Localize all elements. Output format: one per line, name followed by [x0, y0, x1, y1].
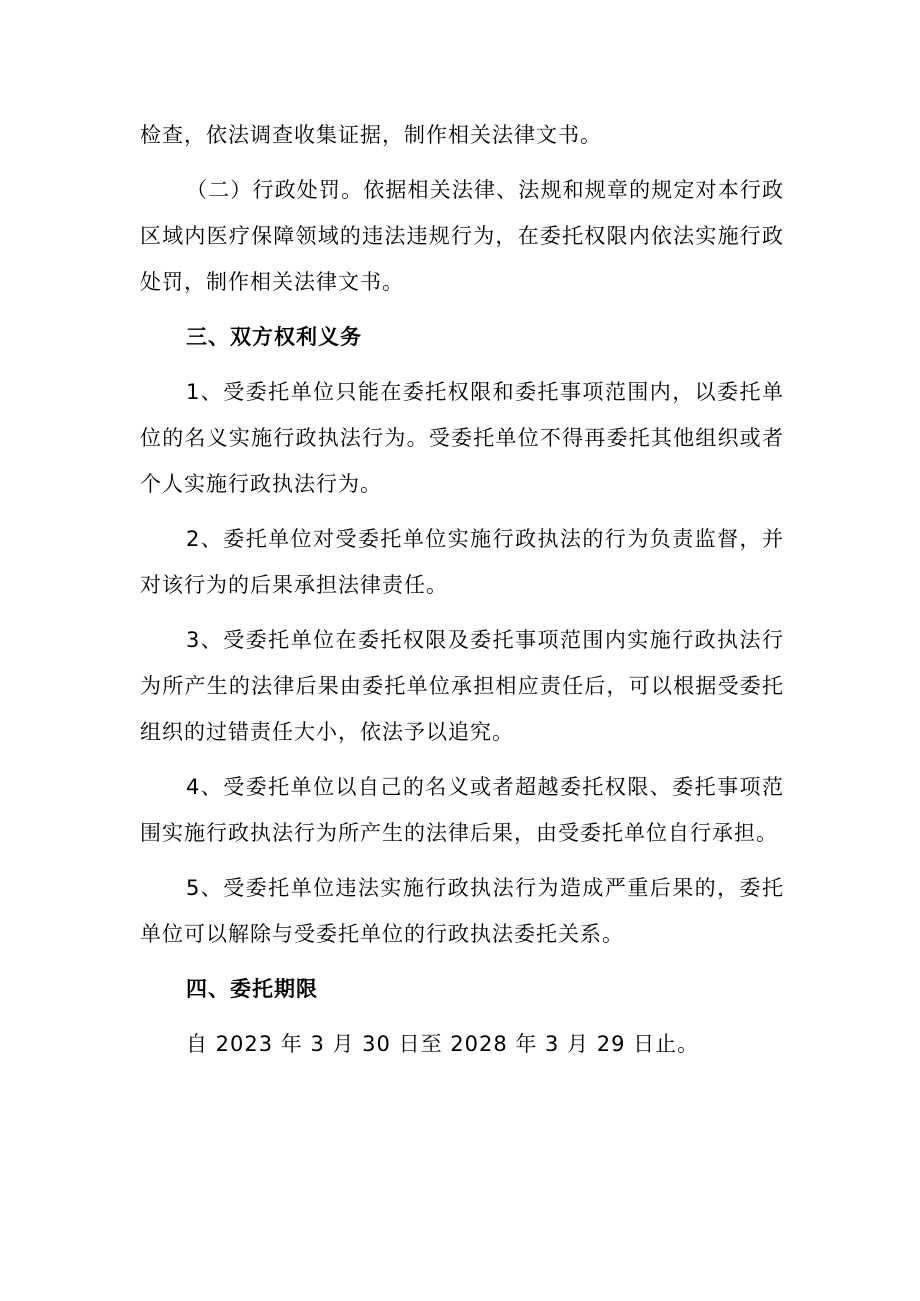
paragraph-continuation: 检查，依法调查收集证据，制作相关法律文书。	[140, 123, 602, 147]
paragraph-term-dates: 自 2023 年 3 月 30 日至 2028 年 3 月 29 日止。	[186, 1032, 700, 1056]
paragraph-item-5: 5、受委托单位违法实施行政执法行为造成严重后果的，委托单位可以解除与受委托单位的行政执法委托关系。	[140, 876, 784, 946]
paragraph-administrative-penalty: （二）行政处罚。依据相关法律、法规和规章的规定对本行政区域内医疗保障领域的违法违规行为，在委托权限内依法实施行政处罚，制作相关法律文书。	[140, 178, 784, 294]
section-heading-rights-obligations: 三、双方权利义务	[186, 325, 362, 349]
paragraph-item-3: 3、受委托单位在委托权限及委托事项范围内实施行政执法行为所产生的法律后果由委托单位承担相应责任后，可以根据受委托组织的过错责任大小，依法予以追究。	[140, 628, 784, 744]
section-heading-term: 四、委托期限	[186, 977, 318, 1001]
paragraph-item-2: 2、委托单位对受委托单位实施行政执法的行为负责监督，并对该行为的后果承担法律责任。	[140, 527, 784, 597]
paragraph-item-1: 1、受委托单位只能在委托权限和委托事项范围内，以委托单位的名义实施行政执法行为。受委托单位不得再委托其他组织或者个人实施行政执法行为。	[140, 380, 784, 496]
paragraph-item-4: 4、受委托单位以自己的名义或者超越委托权限、委托事项范围实施行政执法行为所产生的法律后果，由受委托单位自行承担。	[140, 775, 784, 845]
document-page	[140, 112, 784, 1076]
